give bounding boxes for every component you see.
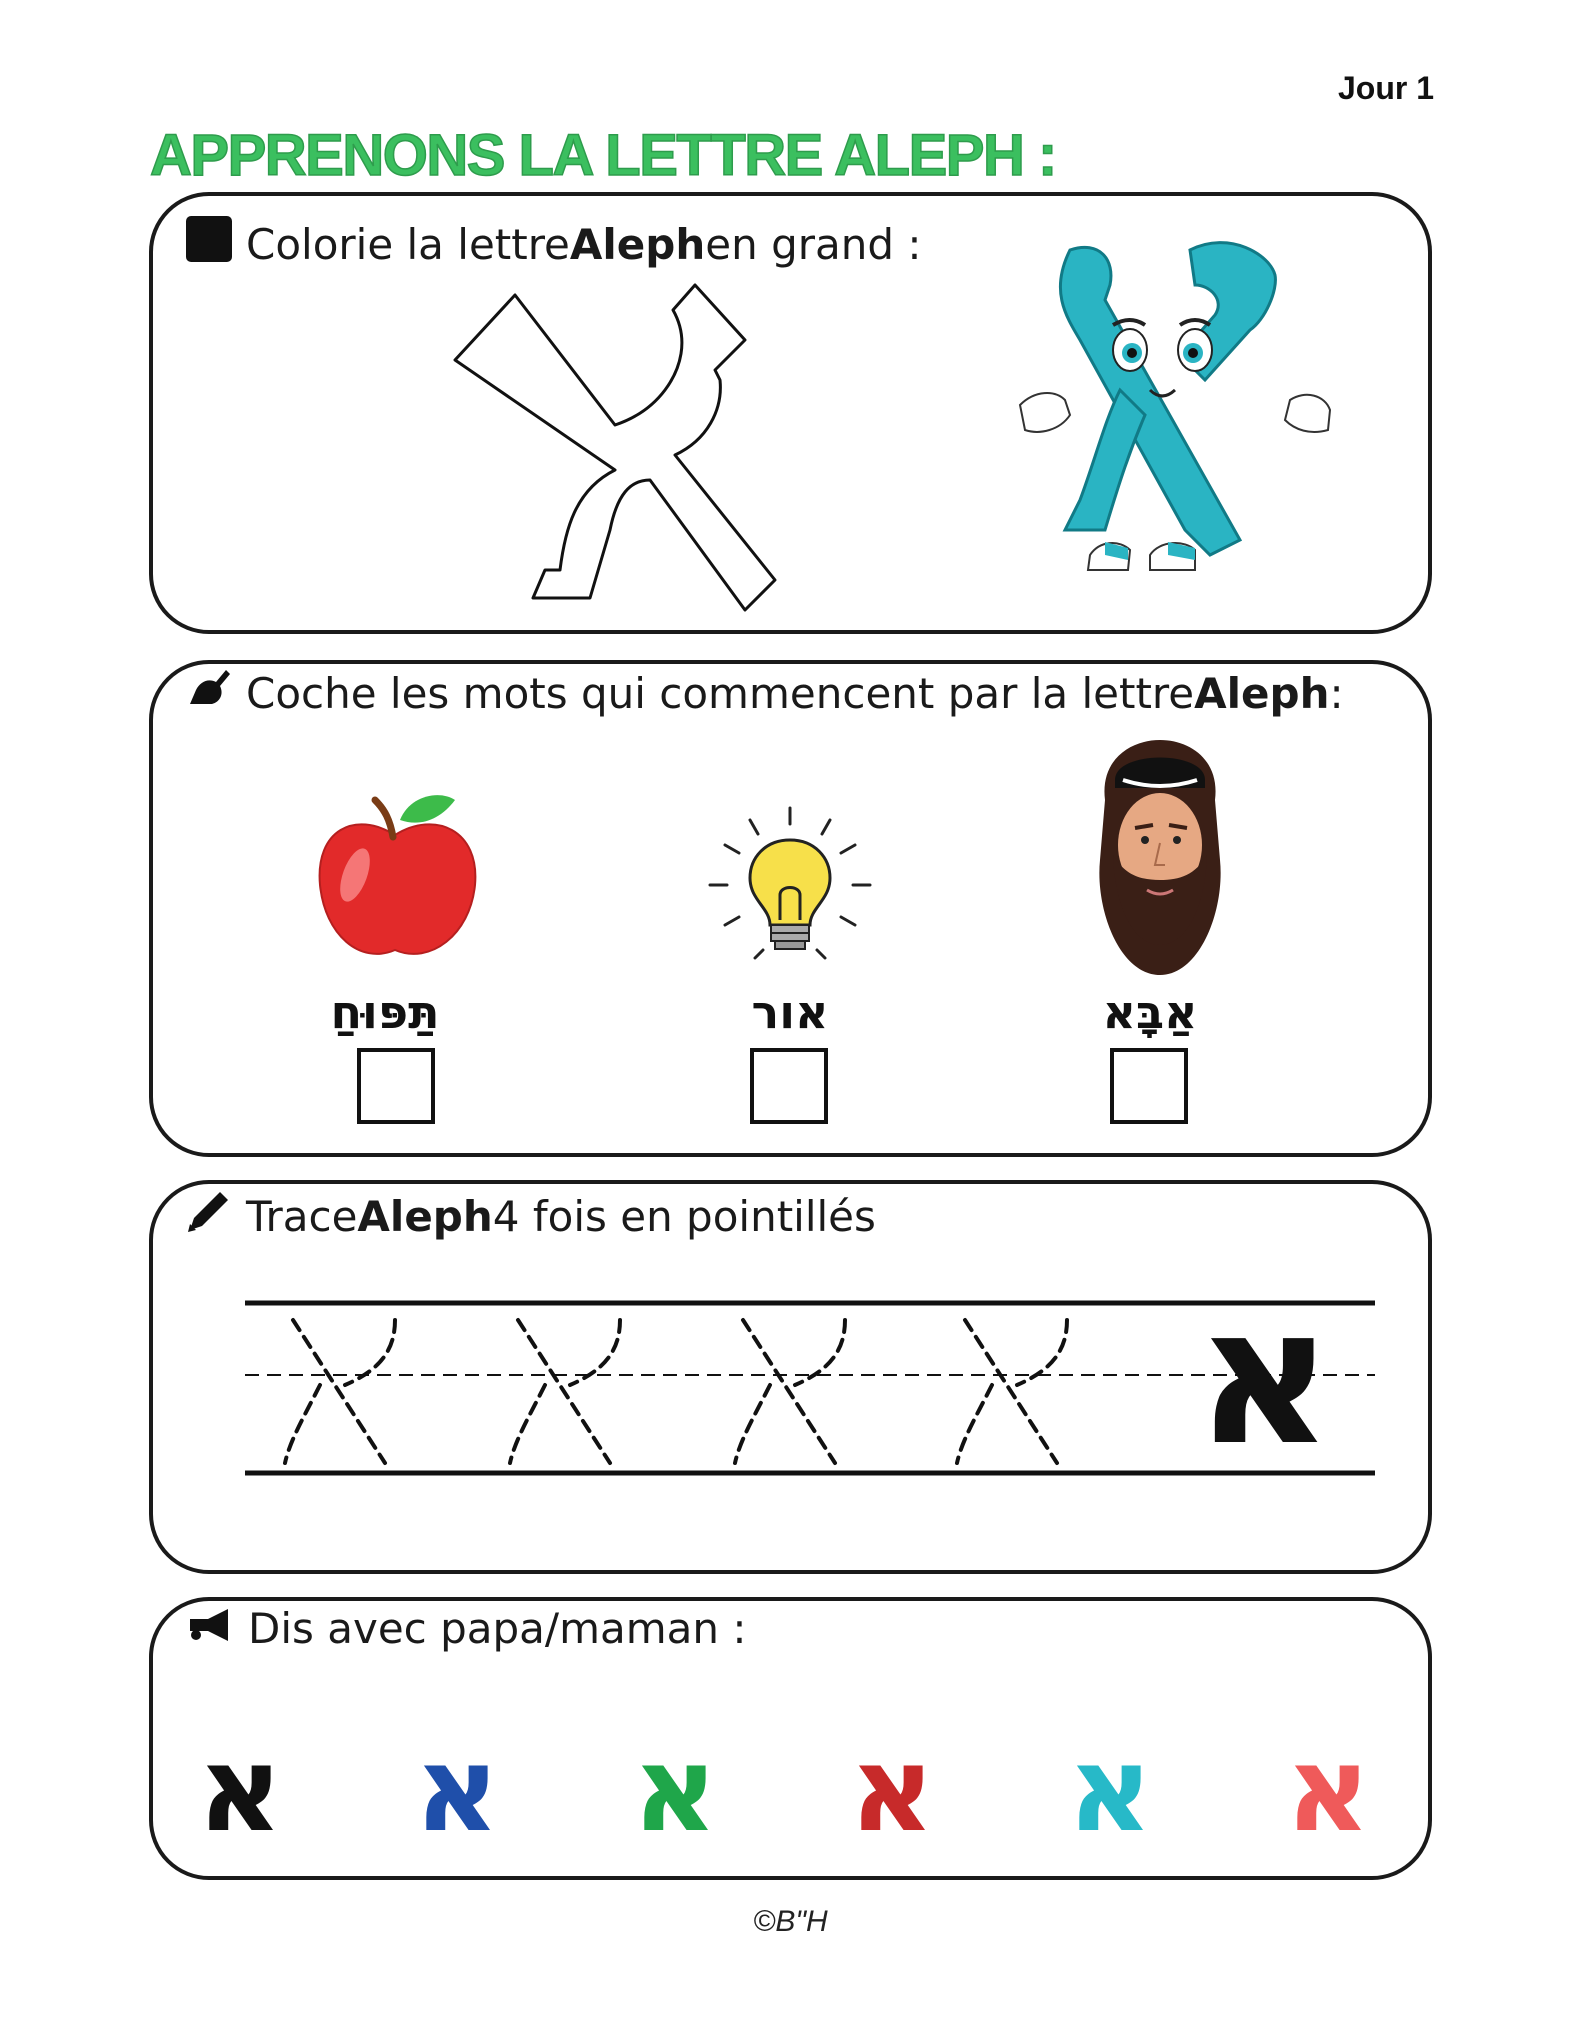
pencil-check-icon <box>186 668 232 718</box>
square-icon <box>186 216 232 272</box>
word-or: אור <box>751 985 829 1039</box>
aleph-red: א <box>849 1720 935 1858</box>
dotted-aleph-1 <box>285 1320 395 1463</box>
instruction-text: Dis avec papa/maman : <box>248 1604 747 1653</box>
word-tapuach: תַּפּוּחַ <box>330 985 440 1039</box>
lightbulb-icon <box>705 800 875 970</box>
outline-aleph[interactable] <box>455 280 775 620</box>
checkbox-tapuach[interactable] <box>357 1048 435 1124</box>
say-instruction <box>186 1604 746 1653</box>
check-instruction <box>186 668 1344 718</box>
copyright: ©B"H <box>753 1905 828 1938</box>
instruction-bold: Aleph <box>569 219 706 269</box>
marker-icon <box>186 1188 232 1244</box>
instruction-bold: Aleph <box>357 1191 493 1241</box>
checkbox-abba[interactable] <box>1110 1048 1188 1124</box>
instruction-text: Colorie la lettre <box>246 219 570 269</box>
instruction-text-end: : <box>1329 668 1344 718</box>
aleph-blue: א <box>414 1720 500 1858</box>
trace-instruction <box>186 1188 876 1244</box>
instruction-text: Coche les mots qui commencent par la lettre <box>246 668 1195 718</box>
word-abba: אַבָּא <box>1102 985 1198 1039</box>
day-label: Jour 1 <box>1337 70 1434 106</box>
instruction-text: Trace <box>246 1191 358 1241</box>
instruction-text-end: en grand : <box>705 219 922 269</box>
dotted-aleph-3 <box>735 1320 845 1463</box>
instruction-text-end: 4 fois en pointillés <box>492 1191 876 1241</box>
aleph-black: א <box>197 1720 283 1858</box>
megaphone-icon <box>186 1604 234 1653</box>
color-instruction <box>186 216 922 272</box>
checkbox-or[interactable] <box>750 1048 828 1124</box>
aleph-coral: א <box>1285 1720 1371 1858</box>
aleph-green: א <box>632 1720 718 1858</box>
dotted-aleph-2 <box>510 1320 620 1463</box>
aleph-cyan: א <box>1067 1720 1153 1858</box>
father-icon <box>1085 740 1235 980</box>
page-title: APPRENONS LA LETTRE ALEPH : <box>150 123 1056 188</box>
apple-icon <box>315 785 480 965</box>
instruction-bold: Aleph <box>1194 668 1330 718</box>
model-aleph: א <box>1195 1266 1334 1487</box>
cartoon-aleph-mascot <box>1010 230 1340 590</box>
dotted-aleph-4 <box>957 1320 1067 1463</box>
